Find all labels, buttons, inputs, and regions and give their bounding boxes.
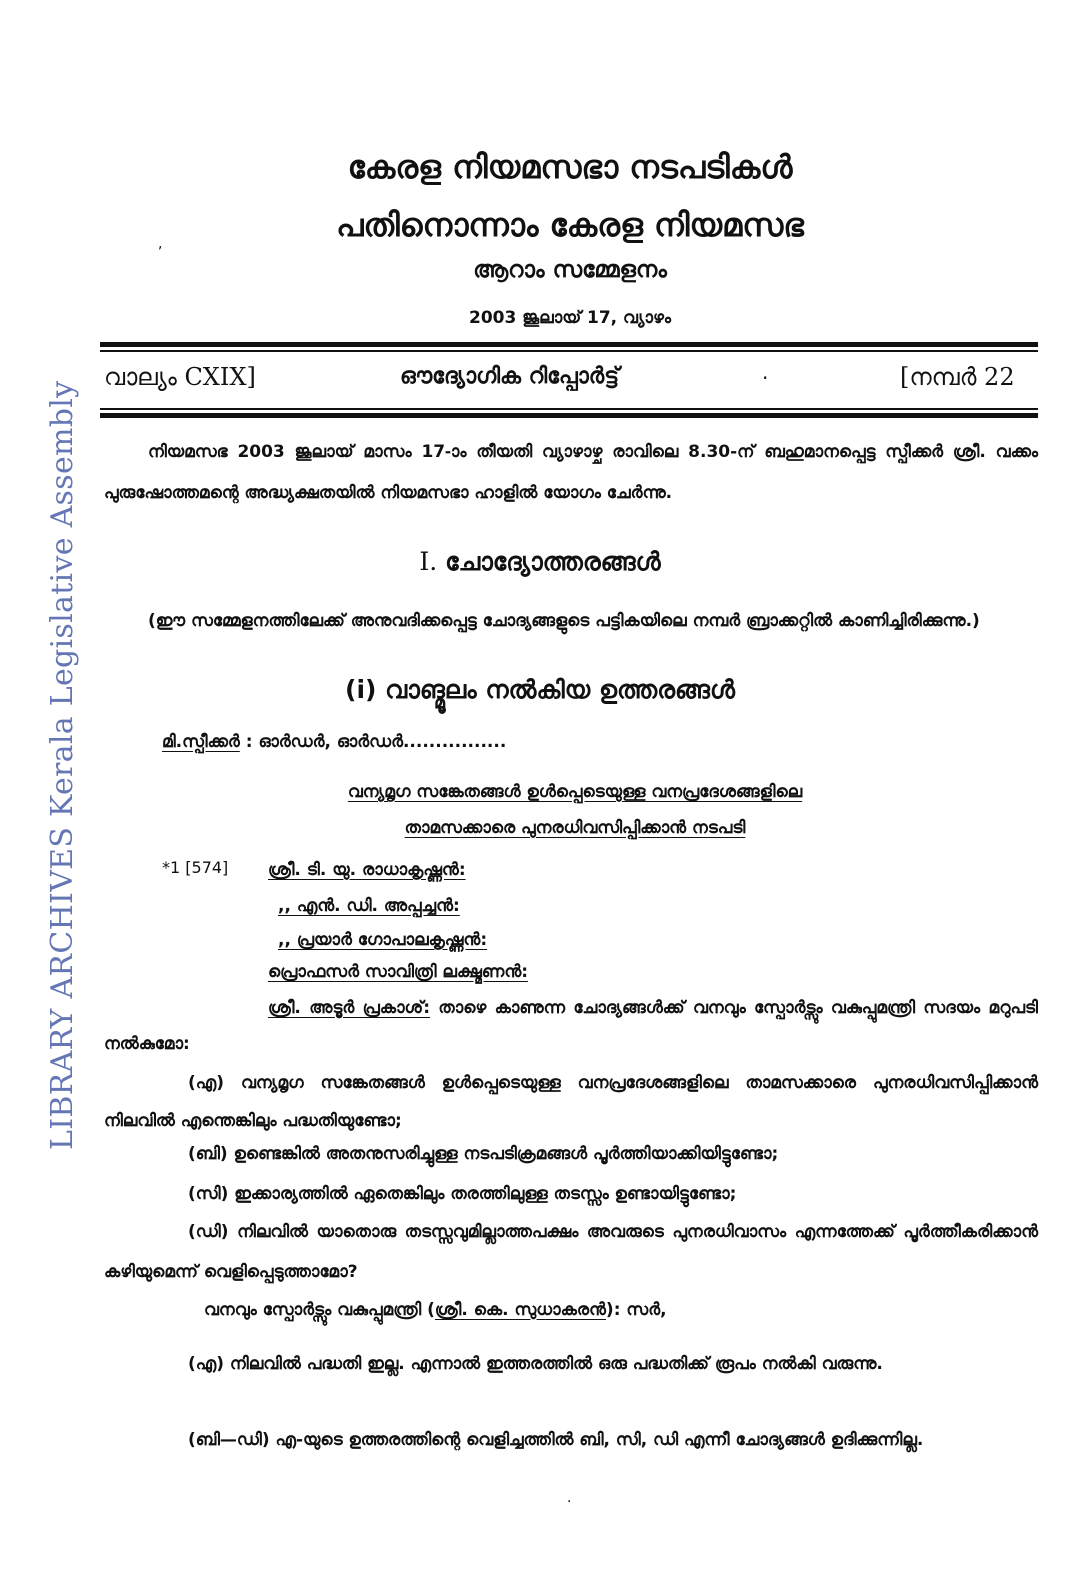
session-date: 2003 ജൂലായ് 17, വ്യാഴം xyxy=(468,308,671,328)
rule-thin-bottom xyxy=(100,408,1038,410)
speaker-name: മി.സ്പീക്കർ xyxy=(162,732,240,752)
section-numeral: I. xyxy=(419,547,438,576)
question-part-b: (ബി) ഉണ്ടെങ്കിൽ അതനുസരിച്ചുള്ള നടപടിക്രമങ്ങൾ പൂർത്തിയാക്കിയിട്ടുണ്ടോ; xyxy=(188,1144,779,1164)
number-label: [നമ്പർ 22 xyxy=(900,363,1015,391)
subsection-heading: (i) വാങ്മൂലം നൽകിയ ഉത്തരങ്ങൾ xyxy=(345,675,735,704)
answer-suffix: ): സർ, xyxy=(605,1300,667,1320)
section-heading-questions xyxy=(0,547,1080,577)
volume-label: വാല്യം CXIX] xyxy=(104,363,256,391)
section-title: ചോദ്യോത്തരങ്ങൾ xyxy=(445,547,661,576)
member-1: ശ്രീ. ടി. യു. രാധാകൃഷ്ണൻ: xyxy=(268,860,466,880)
report-label: ഔദ്യോഗിക റിപ്പോർട്ട് xyxy=(400,364,620,389)
separator-dot: · xyxy=(762,366,769,390)
question-title-line1: വന്യമൃഗ സങ്കേതങ്ങൾ ഉൾപ്പെടെയുള്ള വനപ്രദേശങ്ങളിലെ xyxy=(347,782,803,802)
member-3: ,, പ്രയാർ ഗോപാലകൃഷ്ണൻ: xyxy=(278,930,488,950)
rule-thick-bottom xyxy=(100,413,1038,418)
minister-name: ശ്രീ. കെ. സുധാകരൻ xyxy=(434,1300,606,1320)
member-4: പ്രൊഫസർ സാവിത്രി ലക്ഷ്മണൻ: xyxy=(268,962,529,982)
intro-paragraph: നിയമസഭ 2003 ജൂലായ് മാസം 17-ാം തീയതി വ്യാഴാഴ്ച രാവിലെ 8.30-ന് ബഹുമാനപ്പെട്ട സ്പീക്കർ ശ്രീ. വക്കം പുരുഷോത്തമന്റെ അദ്ധ്യക്ഷതയിൽ നിയമസഭാ ഹാളിൽ യോഗം ചേർന്നു. xyxy=(104,442,1038,503)
answer-part-a: (എ) നിലവിൽ പദ്ധതി ഇല്ല. എന്നാൽ ഇത്തരത്തിൽ ഒരു പദ്ധതിക്ക് രൂപം നൽകി വരുന്നു. xyxy=(188,1354,883,1374)
assembly-title: പതിനൊന്നാം കേരള നിയമസഭ xyxy=(336,206,804,244)
speck: , xyxy=(158,236,163,252)
speaker-line xyxy=(162,732,506,752)
archive-watermark: LIBRARY ARCHIVES Kerala Legislative Assembly xyxy=(45,380,80,1150)
speaker-text: : ഓർഡർ, ഓർഡർ................ xyxy=(239,732,507,752)
asker-text: താഴെ കാണുന്ന ചോദ്യങ്ങൾക്ക് വനവും സ്പോർട്സും വകുപ്പുമന്ത്രി സദയം മറുപടി നൽകുമോ: xyxy=(104,998,1038,1054)
questions-note: (ഈ സമ്മേളനത്തിലേക്ക് അനുവദിക്കപ്പെട്ട ചോദ്യങ്ങളുടെ പട്ടികയിലെ നമ്പർ ബ്രാക്കറ്റിൽ കാണിച്ചിരിക്കുന്നു.) xyxy=(148,611,980,631)
answer-part-bd: (ബി—ഡി) എ-യുടെ ഉത്തരത്തിന്റെ വെളിച്ചത്തിൽ ബി, സി, ഡി എന്നീ ചോദ്യങ്ങൾ ഉദിക്കുന്നില്ല. xyxy=(188,1430,924,1450)
answer-header xyxy=(204,1300,667,1320)
asker-name: ശ്രീ. അടൂർ പ്രകാശ്: xyxy=(268,998,431,1018)
rule-thick-top xyxy=(100,342,1038,347)
question-title-line2: താമസക്കാരെ പുനരധിവസിപ്പിക്കാൻ നടപടി xyxy=(404,818,746,838)
session-title: ആറാം സമ്മേളനം xyxy=(473,257,667,283)
answer-prefix: വനവും സ്പോർട്സും വകുപ്പുമന്ത്രി ( xyxy=(204,1300,435,1320)
question-part-a: (എ) വന്യമൃഗ സങ്കേതങ്ങൾ ഉൾപ്പെടെയുള്ള വനപ്രദേശങ്ങളിലെ താമസക്കാരെ പുനരധിവസിപ്പിക്കാൻ നിലവിൽ എന്തെങ്കിലും പദ്ധതിയുണ്ടോ; xyxy=(104,1073,1038,1131)
member-2: ,, എൻ. ഡി. അപ്പച്ചൻ: xyxy=(278,896,460,916)
footer-speck: · xyxy=(567,1494,572,1510)
question-part-c: (സി) ഇക്കാര്യത്തിൽ ഏതെങ്കിലും തരത്തിലുള്ള തടസ്സം ഉണ്ടായിട്ടുണ്ടോ; xyxy=(188,1184,737,1204)
question-intro xyxy=(104,990,1038,1062)
question-number: *1 [574] xyxy=(162,858,229,877)
rule-thin-top xyxy=(100,350,1038,352)
question-part-d: (ഡി) നിലവിൽ യാതൊരു തടസ്സവുമില്ലാത്തപക്ഷം അവരുടെ പുനരധിവാസം എന്നത്തേക്ക് പൂർത്തീകരിക്കാൻ കഴിയുമെന്ന് വെളിപ്പെടുത്താമോ? xyxy=(104,1222,1038,1282)
proceedings-title: കേരള നിയമസഭാ നടപടികൾ xyxy=(347,148,793,186)
